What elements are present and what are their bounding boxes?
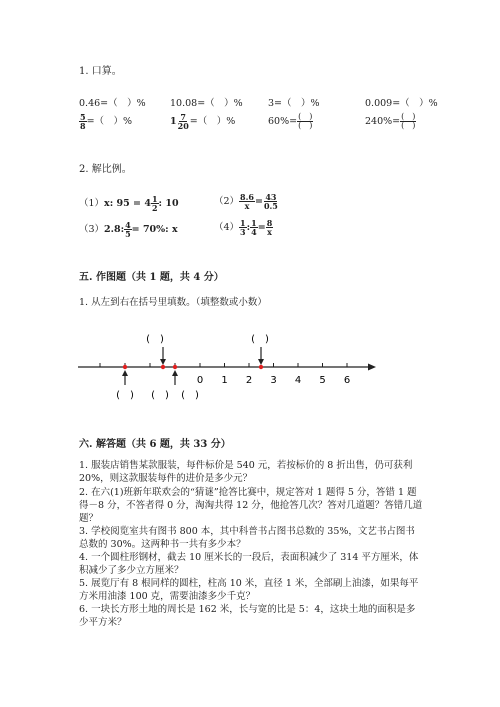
point-red-3 xyxy=(173,365,177,369)
answer-question-1: 1. 服装店销售某款服装，每件标价是 540 元，若按标价的 8 折出售，仍可获利 20%，则这款服装每件的进价是多少元？ xyxy=(79,460,413,484)
point-red-1 xyxy=(123,365,127,369)
arrow-up-2-head xyxy=(172,370,178,376)
section6-title: 六. 解答题（共 6 题，共 33 分） xyxy=(79,439,231,450)
section2-title: 2. 解比例。 xyxy=(79,164,132,175)
proportion-3: （3）2.8: $\frac{4}{5}$ = 70%: x xyxy=(79,220,178,239)
number-line-figure xyxy=(70,325,390,410)
oral-calc-5: $\frac{5}{8}$ =（ ）% xyxy=(80,112,133,131)
number-line-arrowhead xyxy=(368,364,376,371)
tick-label-4: 4 xyxy=(294,375,302,386)
oral-calc-6: 1 $\frac{7}{20}$ =（ ）% xyxy=(170,112,236,131)
oral-calc-4: 0.009=（ ）% xyxy=(365,98,438,109)
paren-bottom-3: ( ) xyxy=(181,390,199,401)
arrow-down-2-head xyxy=(258,359,264,365)
arrow-down-1-head xyxy=(160,359,166,365)
paren-bottom-2: ( ) xyxy=(151,390,169,401)
oral-calc-2: 10.08=（ ）% xyxy=(170,98,243,109)
answer-question-6: 6. 一块长方形土地的周长是 162 米，长与宽的比是 5：4，这块土地的面积是多少平方米？ xyxy=(79,604,416,628)
answer-question-5: 5. 展览厅有 8 根同样的圆柱，柱高 10 米，直径 1 米，全部刷上油漆，如果每平方米用油漆 100 克，需要油漆多少千克？ xyxy=(79,578,419,602)
tick-label-6: 6 xyxy=(343,375,351,386)
paren-bottom-1: ( ) xyxy=(116,390,134,401)
answer-question-4: 4. 一个圆柱形钢材，截去 10 厘米长的一段后，表面积减少了 314 平方厘米，体积减少了多少立方厘米？ xyxy=(79,552,419,576)
section5-question-1: 1. 从左到右在括号里填数。（填整数或小数） xyxy=(79,297,267,308)
oral-calc-3: 3=（ ）% xyxy=(268,98,320,109)
paren-top-2: ( ) xyxy=(251,334,269,345)
point-red-4 xyxy=(259,365,263,369)
tick-label-3: 3 xyxy=(270,375,277,386)
answer-question-3: 3. 学校阅览室共有图书 800 本，其中科普书占图书总数的 35%，文艺书占图书总数的 30%。这两种书一共有多少本？ xyxy=(79,526,415,550)
section1-title: 1. 口算。 xyxy=(79,66,122,77)
paren-top-1: ( ) xyxy=(146,334,164,345)
answer-question-2: 2. 在六(1)班新年联欢会的“猜谜”抢答比赛中，规定答对 1 题得 5 分，答错 1 题得－8 分，不答者得 0 分，淘淘共得 12 分，他抢答几次？答对几道题？答错几道题？ xyxy=(79,487,423,524)
proportion-1: （1）x: 95 = 4 $\frac{1}{2}$ : 10 xyxy=(79,194,179,213)
arrow-up-1-head xyxy=(122,370,128,376)
tick-label-1: 1 xyxy=(221,375,228,386)
oral-calc-8: 240%= $\frac{( )}{( )}$ xyxy=(365,112,416,130)
tick-label-5: 5 xyxy=(319,375,326,386)
point-red-2 xyxy=(161,365,165,369)
tick-label-0: 0 xyxy=(196,375,204,386)
proportion-4: （4） $\frac{1}{3}$ : $\frac{1}{4}$ = $\frac{8}{x}$ xyxy=(214,218,273,237)
oral-calc-1: 0.46=（ ）% xyxy=(79,98,146,109)
section5-title: 五. 作图题（共 1 题，共 4 分） xyxy=(79,272,224,283)
oral-calc-7: 60%= $\frac{( )}{( )}$ xyxy=(268,112,313,130)
proportion-2: （2） $\frac{8.6}{x}$ = $\frac{43}{0.5}$ xyxy=(214,192,278,211)
tick-label-2: 2 xyxy=(245,375,253,386)
